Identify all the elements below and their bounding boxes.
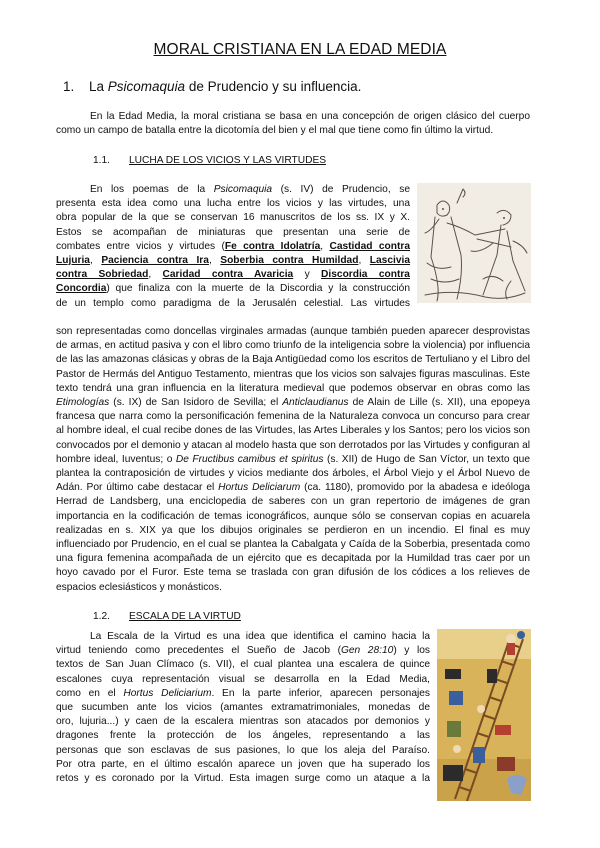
page-title: MORAL CRISTIANA EN LA EDAD MEDIA [153, 41, 447, 58]
text-line: obra popular de la que se conservan 16 manuscritos de los ss. IX y X. [56, 212, 410, 224]
text-line: En los poemas de la Psicomaquia (s. IV) de Prudencio, se [90, 184, 410, 195]
intro-paragraph [56, 110, 530, 138]
text-line: dragones frente la protección de los ángeles, representando a las [56, 730, 430, 742]
heading-text-pre: La [89, 79, 108, 94]
text-line: Por otra parte, en el último escalón aparece un joven que ha superado los [56, 758, 430, 770]
heading-italic-title: Psicomaquia [107, 79, 186, 94]
text-line: Estos se acompañan de miniaturas que presentan una serie de [56, 226, 410, 238]
text-line: virtud teniendo como precedentes el Sueño de Jacob (Gen 28:10) y los [56, 645, 430, 657]
intro-text: En la Edad Media, la moral cristiana se basa en una concepción de origen clásico del cuerpo como un campo de batalla entre la dicotomía del bien y el mal que tiene como fin último la virtud. [56, 111, 530, 137]
section-1-number: 1. [63, 79, 75, 94]
text-line: Lujuria, Paciencia contra Ira, Soberbia contra Humildad, Lascivia [56, 255, 410, 267]
text-line: contra Sobriedad, Caridad contra Avaricia y Discordia contra [56, 269, 410, 281]
text-line: La Escala de la Virtud es una idea que identifica el camino hacia la [90, 631, 430, 642]
subsection-1-2-title: ESCALA DE LA VIRTUD [129, 611, 241, 622]
subsection-1-1-number: 1.1. [93, 155, 110, 166]
subsection-1-2-heading [93, 611, 241, 622]
subsection-1-2-number: 1.2. [93, 611, 110, 622]
text-line: escalones cuya representación visual se desarrolla en la Edad Media, [56, 673, 430, 685]
psychomachia-drawing-icon [417, 183, 531, 303]
text-line: como en el Hortus Deliciarium. En la parte inferior, aparecen personajes [56, 687, 431, 699]
section-1-heading [63, 79, 361, 94]
psicomaquia-paragraph-top [56, 183, 410, 311]
escala-paragraph [56, 630, 430, 786]
text-line: textos de San Juan Clímaco (s. VII), el cual plantea una escalera de quince [56, 659, 430, 671]
heading-text-post: de Prudencio y su influencia. [185, 79, 362, 94]
text-line: combates entre vicios y virtudes (Fe contra Idolatría, Castidad contra [56, 240, 410, 252]
text-line: que sucumben ante los vicios (amantes extramatrimoniales, monedas de [56, 702, 430, 714]
ladder-of-virtue-miniature-icon [437, 629, 531, 801]
psicomaquia-paragraph-rest: son representadas como doncellas virginales armadas (aunque también pueden aparecer desprovistas de armas, en actitud pasiva y con el libro como triunfo de la inteligencia sobre la violencia) por influencia de las las amazonas clásicas y obras de la Baja Antigüedad como los escritos de Tertuliano y el Libro del Pastor de Hermás del Antiguo Testamento, mientras que los vicios son salvajes figuras masculinas. Este texto tendrá una gran influencia en la literatura medieval que podemos observar en obras como las Etimologías (s. IX) de San Isidoro de Sevilla; el Anticlaudianus de Alain de Lille (s. XII), una epopeya francesa que narra como la personificación femenina de la Naturaleza convoca un concurso para crear al hombre ideal, el cual recibe dones de las Virtudes, las Artes Liberales y los Santos; pero los vicios son convocados por el demonio y atacan al modelo hasta que son derrotados por las Virtudes y configuran al hombre ideal, Iuventus; o De Fructibus camibus et spiritus (s. XII) de Hugo de San Víctor, un texto que plantea la contraposición de virtudes y vicios mediante dos árboles, el Árbol Viejo y el Árbol Nuevo de Adán. Por último cabe destacar el Hortus Deliciarum (ca. 1180), promovido por la abadesa e ideóloga Herrad de Landsberg, una enciclopedia de saberes con un gran repertorio de imágenes de gran importancia en la codificación de temas iconográficos, aunque sólo se conservan copias en acuarela realizadas en s. XIX ya que los dibujos originales se perdieron en un incendio. El final es muy influenciado por Prudencio, en el cual se plantea la Cabalgata y Caída de la Soberbia, presentada como una figura femenina acompañada de un ejército que es decapitada por la Humildad tras caer por un hoyo cavado por el Furor. Este tema se traslada con gran difusión de los códices a los relieves de espacios eclesiásticos y monásticos. [56, 326, 531, 593]
text-line: personas que son esclavas de sus pasiones, lo que los aleja del Paraíso. [56, 744, 430, 756]
text-line: oro, lujuria...) y caen de la escalera mientras son atacados por demonios y [56, 716, 430, 728]
text-line: presenta esta idea como una lucha entre los vicios y las virtudes, una [56, 198, 410, 210]
subsection-1-1-title: LUCHA DE LOS VICIOS Y LAS VIRTUDES [129, 155, 327, 166]
text-line: Concordia) que finaliza con la muerte de la Discordia y la construcción [56, 283, 410, 295]
text-line: de un templo como paradigma de la Jerusalén celestial. Las virtudes [56, 297, 410, 309]
subsection-1-1-heading [93, 155, 326, 166]
text-line: retos y es coronado por la Virtud. Esta imagen surge como un ataque a la [56, 773, 430, 785]
